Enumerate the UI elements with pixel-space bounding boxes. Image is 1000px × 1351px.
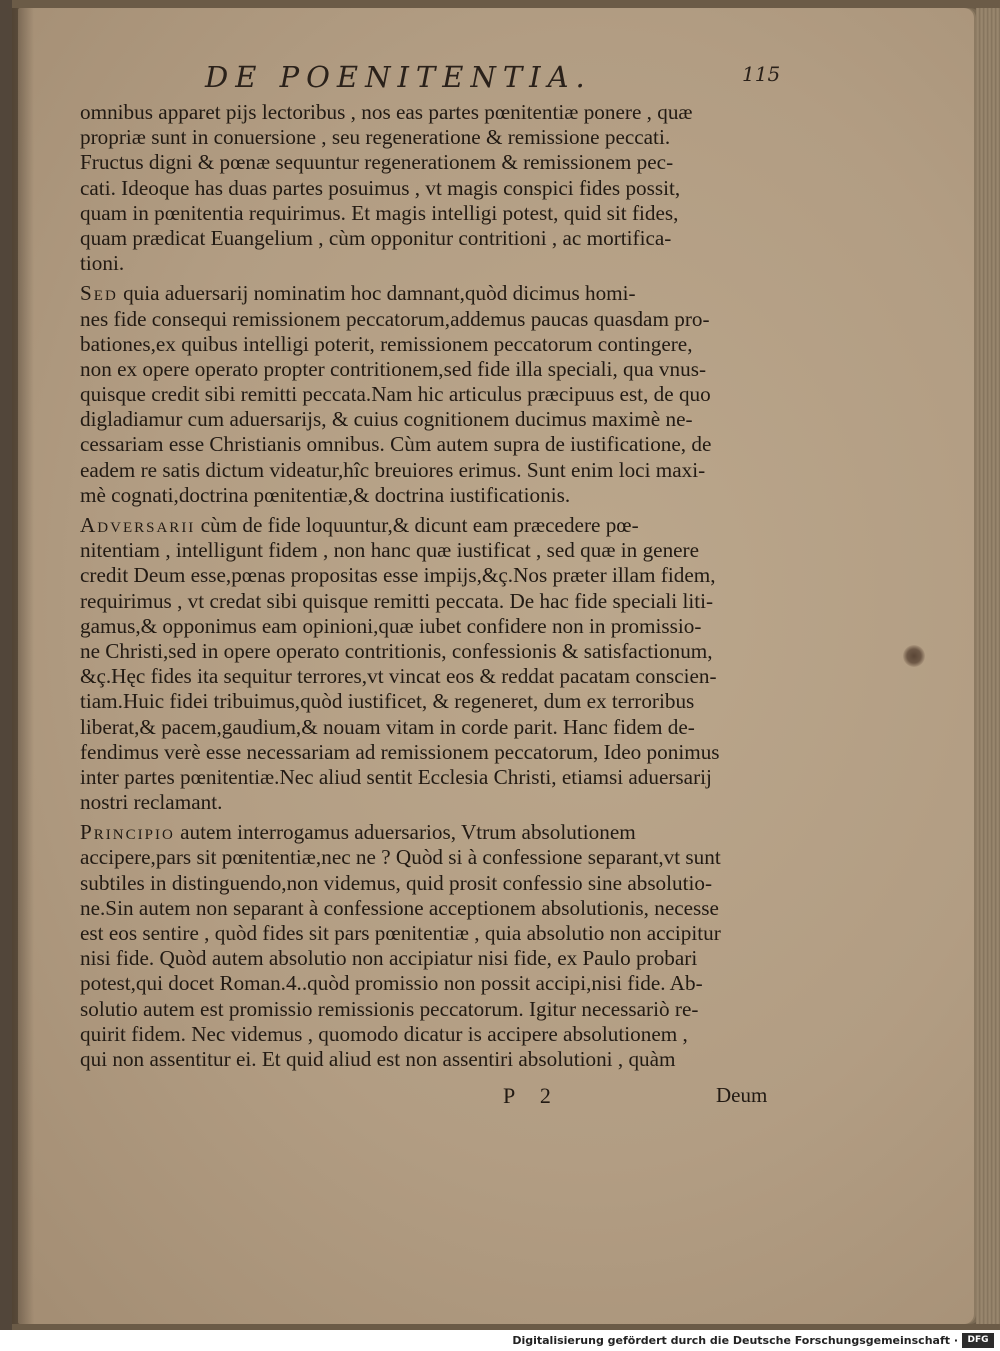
line-text: quia aduersarij nominatim hoc damnant,quòd dicimus homi-	[117, 281, 636, 306]
text-line	[80, 689, 780, 714]
line-text: credit Deum esse,pœnas propositas esse impijs,&ç.Nos præter illam fidem,	[80, 563, 716, 588]
text-line	[80, 664, 780, 689]
text-line	[80, 458, 780, 483]
line-text: mè cognati,doctrina pœnitentiæ,& doctrina iustificationis.	[80, 482, 571, 507]
text-line	[80, 281, 780, 306]
line-text: liberat,& pacem,gaudium,& nouam vitam in corde parit. Hanc fidem de-	[80, 714, 695, 739]
credit-text: Digitalisierung gefördert durch die Deutsche Forschungsgemeinschaft ·	[512, 1334, 958, 1347]
text-line	[80, 201, 780, 226]
book-spine	[0, 0, 12, 1330]
text-line	[80, 307, 780, 332]
line-text: quisque credit sibi remitti peccata.Nam hic articulus præcipuus est, de quo	[80, 382, 711, 407]
page-gutter-shadow	[12, 8, 34, 1324]
text-line	[80, 332, 780, 357]
line-text: tiam.Huic fidei tribuimus,quòd iustificet, & regeneret, dum ex terroribus	[80, 689, 695, 714]
line-text: &ç.Hęc fides ita sequitur terrores,vt vincat eos & reddat pacatam conscien-	[80, 664, 717, 689]
line-text: omnibus apparet pijs lectoribus , nos eas partes pœnitentiæ ponere , quæ	[80, 100, 693, 124]
main-text-block	[80, 100, 780, 1072]
text-line	[80, 432, 780, 457]
text-line	[80, 251, 780, 276]
text-line	[80, 715, 780, 740]
text-line	[80, 639, 780, 664]
line-text: cessariam esse Christianis omnibus. Cùm autem supra de iustificatione, de	[80, 432, 712, 457]
line-text: quam prædicat Euangelium , cùm opponitur contritioni , ac mortifica-	[80, 225, 672, 250]
text-line	[80, 176, 780, 201]
paragraph-lead-word: Principio	[80, 820, 175, 845]
paper-stain	[903, 645, 925, 667]
running-title: DE POENITENTIA.	[205, 60, 592, 94]
text-line	[80, 921, 780, 946]
text-line	[80, 563, 780, 588]
catchword: Deum	[716, 1083, 768, 1107]
line-text: cùm de fide loquuntur,& dicunt eam præcedere pœ-	[195, 513, 639, 537]
line-text: fendimus verè esse necessariam ad remissionem peccatorum, Ideo ponimus	[80, 739, 720, 764]
text-line	[80, 538, 780, 563]
text-line	[80, 150, 780, 175]
line-text: ne.Sin autem non separant à confessione acceptionem absolutionis, necesse	[80, 895, 719, 920]
text-line	[80, 357, 780, 382]
line-text: tioni.	[80, 251, 125, 276]
line-text: autem interrogamus aduersarios, Vtrum absolutionem	[174, 820, 636, 845]
text-line	[80, 1047, 780, 1072]
line-text: est eos sentire , quòd fides sit pars pœnitentiæ , quia absolutio non accipitur	[80, 921, 721, 945]
text-line	[80, 1022, 780, 1047]
text-line	[80, 100, 780, 125]
dfg-logo: DFG	[962, 1333, 994, 1348]
line-text: cati. Ideoque has duas partes posuimus , vt magis conspici fides possit,	[80, 175, 681, 200]
text-line	[80, 740, 780, 765]
text-line	[80, 614, 780, 639]
line-text: nitentiam , intelligunt fidem , non hanc quæ iustificat , sed quæ in genere	[80, 538, 700, 563]
line-text: gamus,& opponimus eam opinioni,quæ iubet confidere non in promissio-	[80, 613, 702, 638]
text-line	[80, 971, 780, 996]
line-text: quirit fidem. Nec videmus , quomodo dicatur is accipere absolutionem ,	[80, 1021, 688, 1046]
line-text: inter partes pœnitentiæ.Nec aliud sentit Ecclesia Christi, etiamsi aduersarij	[80, 764, 712, 789]
text-line	[80, 997, 780, 1022]
text-line	[80, 845, 780, 870]
line-text: accipere,pars sit pœnitentiæ,nec ne ? Quòd si à confessione separant,vt sunt	[80, 845, 721, 870]
line-text: quam in pœnitentia requirimus. Et magis intelligi potest, quid sit fides,	[80, 200, 679, 225]
text-line	[80, 483, 780, 508]
line-text: propriæ sunt in conuersione , seu regeneratione & remissione peccati.	[80, 125, 671, 150]
text-line	[80, 790, 780, 815]
line-text: solutio autem est promissio remissionis peccatorum. Igitur necessariò re-	[80, 996, 699, 1021]
line-text: non ex opere operato propter contritionem,sed fide illa speciali, qua vnus-	[80, 356, 707, 381]
line-text: nisi fide. Quòd autem absolutio non accipiatur nisi fide, ex Paulo probari	[80, 946, 698, 971]
line-text: requirimus , vt credat sibi quisque remitti peccata. De hac fide speciali liti-	[80, 588, 714, 613]
text-line	[80, 382, 780, 407]
line-text: digladiamur cum aduersarijs, & cuius cognitionem ducimus maximè ne-	[80, 407, 693, 432]
line-text: nostri reclamant.	[80, 790, 223, 815]
text-line	[80, 589, 780, 614]
text-line	[80, 765, 780, 790]
text-line	[80, 125, 780, 150]
page-number: 115	[742, 62, 781, 86]
line-text: qui non assentitur ei. Et quid aliud est non assentiri absolutioni , quàm	[80, 1046, 676, 1071]
text-line	[80, 871, 780, 896]
line-text: eadem re satis dictum videatur,hîc breuiores erimus. Sunt enim loci maxi-	[80, 457, 706, 482]
line-text: nes fide consequi remissionem peccatorum,addemus paucas quasdam pro-	[80, 306, 710, 331]
line-text: potest,qui docet Roman.4..quòd promissio non possit accipi,nisi fide. Ab-	[80, 971, 703, 996]
line-text: ne Christi,sed in opere operato contritionis, confessionis & satisfactionum,	[80, 638, 713, 663]
signature-mark: P 2	[503, 1083, 561, 1108]
paragraph-lead-word: Adversarii	[80, 513, 196, 537]
text-line	[80, 820, 780, 845]
text-line	[80, 896, 780, 921]
line-text: subtiles in distinguendo,non videmus, quid prosit confessio sine absolutio-	[80, 870, 713, 895]
paragraph-lead-word: Sed	[80, 281, 118, 306]
text-line	[80, 946, 780, 971]
text-line	[80, 513, 780, 538]
line-text: bationes,ex quibus intelligi poterit, remissionem peccatorum contingere,	[80, 331, 693, 356]
line-text: Fructus digni & pœnæ sequuntur regenerationem & remissionem pec-	[80, 150, 674, 175]
text-line	[80, 407, 780, 432]
page-edges	[976, 8, 1000, 1324]
text-line	[80, 226, 780, 251]
